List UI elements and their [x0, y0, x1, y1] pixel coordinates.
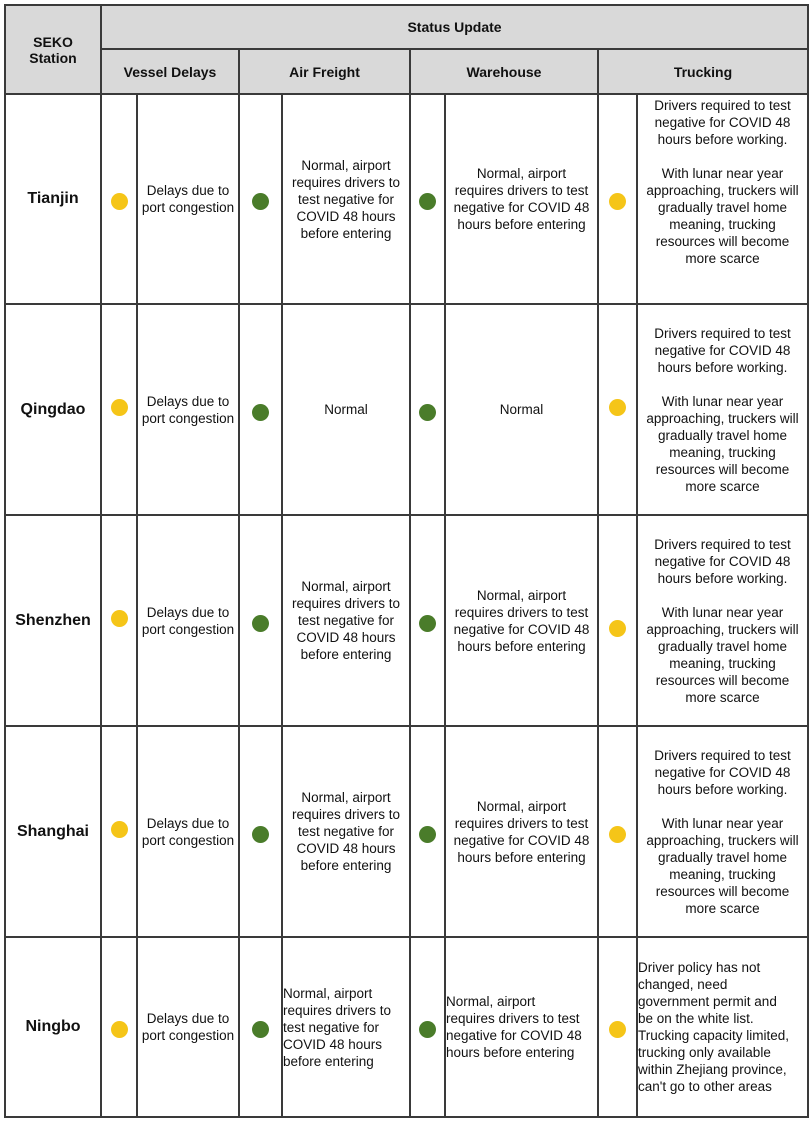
air-freight-cell: Normal [282, 304, 410, 515]
green-status-icon [419, 404, 436, 421]
yellow-status-icon [111, 821, 128, 838]
warehouse-cell: Normal, airport requires drivers to test negative for COVID 48 hours before entering [445, 515, 598, 726]
air-freight-cell: Normal, airport requires drivers to test negative for COVID 48 hours before entering [282, 515, 410, 726]
yellow-status-icon [111, 1021, 128, 1038]
green-status-icon [419, 826, 436, 843]
station-name: Shanghai [5, 726, 101, 937]
trucking-header: Trucking [598, 49, 808, 94]
green-status-icon [252, 826, 269, 843]
air-freight-cell: Normal, airport requires drivers to test negative for COVID 48 hours before entering [282, 94, 410, 304]
green-status-icon [252, 193, 269, 210]
warehouse-cell: Normal, airport requires drivers to test negative for COVID 48 hours before entering [445, 726, 598, 937]
station-header: SEKO Station [5, 5, 101, 94]
table-row [5, 515, 808, 726]
trucking-cell: Drivers required to test negative for COVID 48 hours before working. With lunar near year approaching, truckers will gradually travel home meaning, trucking resources will become more scarce [637, 726, 808, 937]
yellow-status-icon [609, 193, 626, 210]
trucking-cell: Drivers required to test negative for COVID 48 hours before working. With lunar near year approaching, truckers will gradually travel home meaning, trucking resources will become more scarce [637, 304, 808, 515]
vessel-delays-cell: Delays due to port congestion [137, 304, 239, 515]
yellow-status-icon [111, 399, 128, 416]
yellow-status-icon [609, 399, 626, 416]
warehouse-cell: Normal, airport requires drivers to test negative for COVID 48 hours before entering [445, 937, 598, 1117]
yellow-status-icon [609, 1021, 626, 1038]
vessel-delays-cell: Delays due to port congestion [137, 515, 239, 726]
vessel-delays-cell: Delays due to port congestion [137, 726, 239, 937]
green-status-icon [419, 615, 436, 632]
status-table [4, 4, 809, 1118]
trucking-cell: Drivers required to test negative for COVID 48 hours before working. With lunar near year approaching, truckers will gradually travel home meaning, trucking resources will become more scarce [637, 515, 808, 726]
table-row [5, 726, 808, 937]
station-name: Ningbo [5, 937, 101, 1117]
station-name: Qingdao [5, 304, 101, 515]
air-freight-cell: Normal, airport requires drivers to test negative for COVID 48 hours before entering [282, 726, 410, 937]
station-name: Shenzhen [5, 515, 101, 726]
green-status-icon [252, 404, 269, 421]
green-status-icon [252, 615, 269, 632]
warehouse-header: Warehouse [410, 49, 598, 94]
warehouse-cell: Normal, airport requires drivers to test negative for COVID 48 hours before entering [445, 94, 598, 304]
table-row [5, 937, 808, 1117]
station-name: Tianjin [5, 94, 101, 304]
green-status-icon [252, 1021, 269, 1038]
table-row [5, 94, 808, 304]
green-status-icon [419, 1021, 436, 1038]
vessel-delays-cell: Delays due to port congestion [137, 937, 239, 1117]
trucking-cell: Driver policy has not changed, need government permit and be on the white list. Trucking capacity limited, trucking only available within Zhejiang province, can't go to other areas [637, 937, 808, 1117]
yellow-status-icon [609, 620, 626, 637]
table-row [5, 304, 808, 515]
warehouse-cell: Normal [445, 304, 598, 515]
vessel-delays-cell: Delays due to port congestion [137, 94, 239, 304]
yellow-status-icon [609, 826, 626, 843]
air-freight-header: Air Freight [239, 49, 410, 94]
status-update-header: Status Update [101, 5, 808, 49]
yellow-status-icon [111, 193, 128, 210]
air-freight-cell: Normal, airport requires drivers to test negative for COVID 48 hours before entering [282, 937, 410, 1117]
yellow-status-icon [111, 610, 128, 627]
vessel-delays-header: Vessel Delays [101, 49, 239, 94]
trucking-cell: Drivers required to test negative for COVID 48 hours before working. With lunar near year approaching, truckers will gradually travel home meaning, trucking resources will become more scarce [637, 94, 808, 304]
green-status-icon [419, 193, 436, 210]
